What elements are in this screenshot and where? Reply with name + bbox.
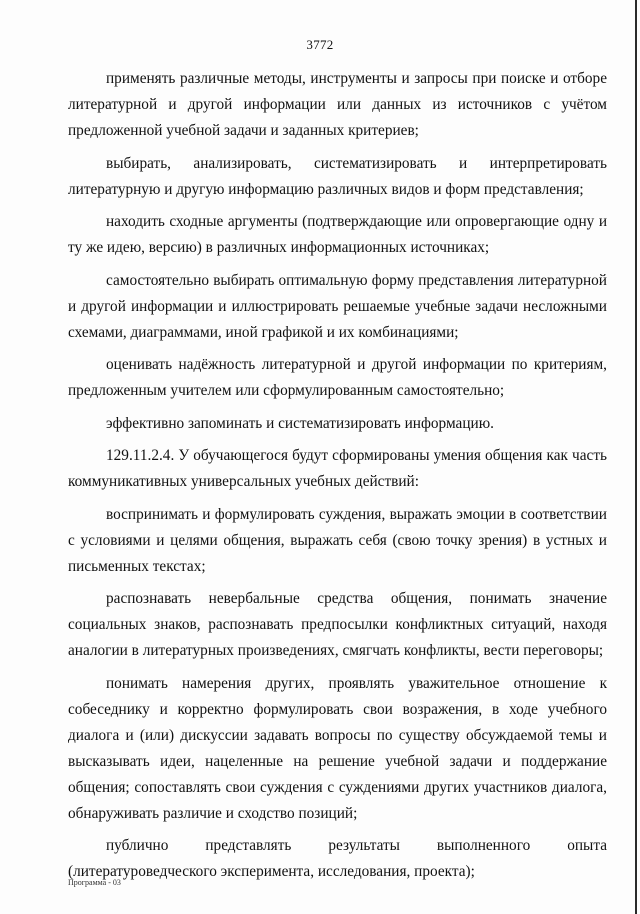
paragraph: воспринимать и формулировать суждения, выражать эмоции в соответствии с условиями и целями общения, выражать себя (свою точку зрения) в устных и письменных текстах; <box>68 505 607 575</box>
paragraph: эффективно запоминать и систематизировать информацию. <box>106 414 494 432</box>
paragraph: распознавать невербальные средства общения, понимать значение социальных знаков, распознавать предпосылки конфликтных ситуаций, находя аналогии в литературных произведениях, смягчать конфликты, вести переговоры; <box>68 590 607 659</box>
section-paragraph: 129.11.2.4. У обучающегося будут сформированы умения общения как часть коммуникативных универсальных учебных действий: <box>68 447 607 490</box>
document-body <box>68 66 607 892</box>
paragraph: применять различные методы, инструменты и запросы при поиске и отборе литературной и другой информации или данных из источников с учётом предложенной учебной задачи и заданных критериев; <box>68 70 607 139</box>
footer-label: Программа - 03 <box>68 878 121 887</box>
paragraph: самостоятельно выбирать оптимальную форму представления литературной и другой информации и иллюстрировать решаемые учебные задачи несложными схемами, диаграммами, иной графикой и их комбинациями; <box>68 271 607 341</box>
paragraph: выбирать, анализировать, систематизировать и интерпретировать литературную и другую информацию различных видов и форм представления; <box>68 154 607 198</box>
paragraph: понимать намерения других, проявлять уважительное отношение к собеседнику и корректно формулировать свои возражения, в ходе учебного диалога и (или) дискуссии задавать вопросы по существу обсуждаемой темы и высказывать идеи, нацеленные на решение учебной задачи и поддержание общения; сопоставлять свои суждения с суждениями других участников диалога, обнаруживать различие и сходство позиций; <box>68 674 607 822</box>
paragraph: оценивать надёжность литературной и другой информации по критериям, предложенным учителем или сформулированным самостоятельно; <box>68 356 607 399</box>
page-number: 3772 <box>306 37 334 52</box>
scan-edge-line <box>635 0 637 914</box>
paragraph: публично представлять результаты выполненного опыта (литературоведческого эксперимента, исследования, проекта); <box>68 837 607 880</box>
paragraph: находить сходные аргументы (подтверждающие или опровергающие одну и ту же идею, версию) в различных информационных источниках; <box>68 213 607 256</box>
